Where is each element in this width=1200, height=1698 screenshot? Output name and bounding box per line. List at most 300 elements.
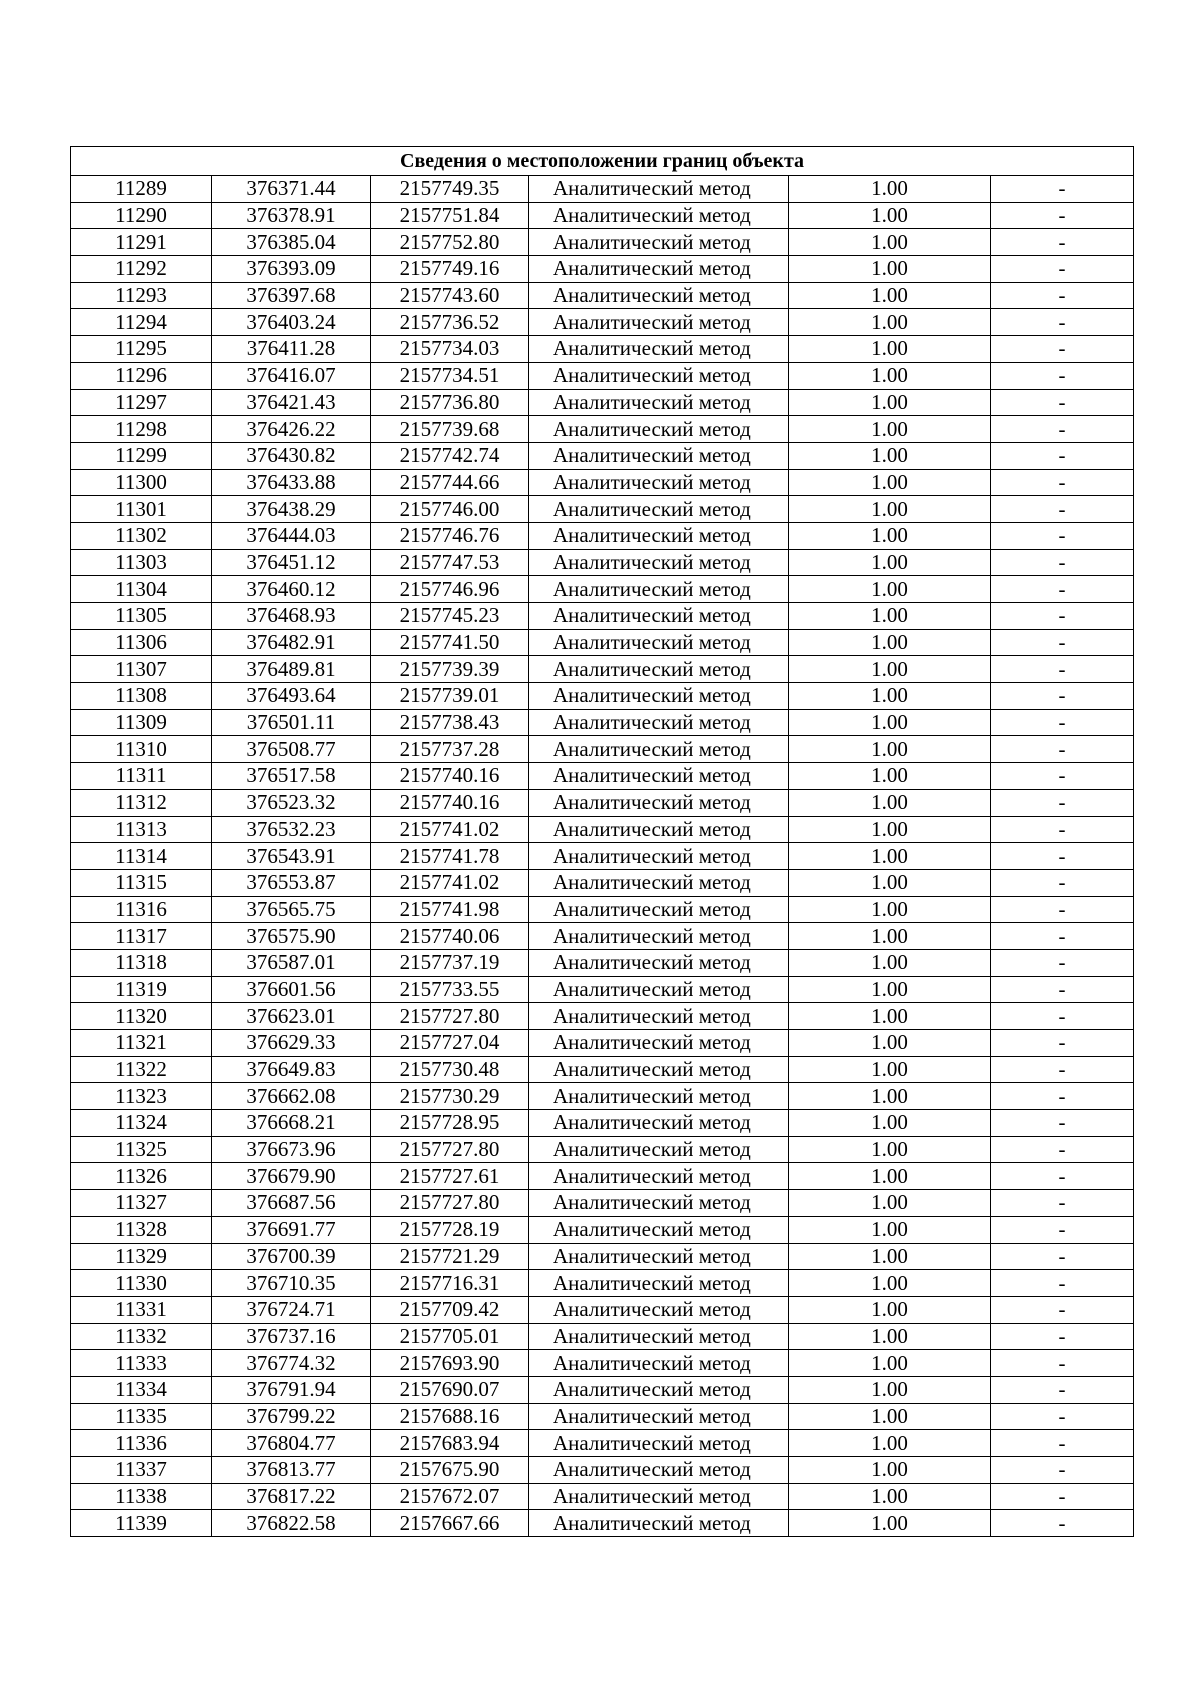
y-coordinate-cell: 2157741.78 — [371, 843, 529, 870]
table-row — [71, 202, 1134, 229]
y-coordinate-cell: 2157727.80 — [371, 1003, 529, 1030]
description-cell: - — [991, 736, 1134, 763]
method-cell: Аналитический метод — [529, 1296, 789, 1323]
table-row — [71, 949, 1134, 976]
y-coordinate-cell: 2157746.96 — [371, 576, 529, 603]
table-row — [71, 1163, 1134, 1190]
description-cell: - — [991, 336, 1134, 363]
description-cell: - — [991, 1190, 1134, 1217]
point-number-cell: 11308 — [71, 683, 212, 710]
y-coordinate-cell: 2157741.50 — [371, 629, 529, 656]
table-row — [71, 1430, 1134, 1457]
method-cell: Аналитический метод — [529, 469, 789, 496]
description-cell: - — [991, 629, 1134, 656]
table-row — [71, 603, 1134, 630]
accuracy-cell: 1.00 — [789, 576, 991, 603]
method-cell: Аналитический метод — [529, 1190, 789, 1217]
accuracy-cell: 1.00 — [789, 1430, 991, 1457]
table-row — [71, 629, 1134, 656]
description-cell: - — [991, 603, 1134, 630]
method-cell: Аналитический метод — [529, 1350, 789, 1377]
point-number-cell: 11322 — [71, 1056, 212, 1083]
accuracy-cell: 1.00 — [789, 949, 991, 976]
description-cell: - — [991, 229, 1134, 256]
accuracy-cell: 1.00 — [789, 683, 991, 710]
x-coordinate-cell: 376430.82 — [212, 442, 371, 469]
point-number-cell: 11289 — [71, 176, 212, 203]
method-cell: Аналитический метод — [529, 362, 789, 389]
x-coordinate-cell: 376710.35 — [212, 1270, 371, 1297]
accuracy-cell: 1.00 — [789, 309, 991, 336]
point-number-cell: 11333 — [71, 1350, 212, 1377]
accuracy-cell: 1.00 — [789, 736, 991, 763]
description-cell: - — [991, 949, 1134, 976]
x-coordinate-cell: 376378.91 — [212, 202, 371, 229]
table-row — [71, 282, 1134, 309]
method-cell: Аналитический метод — [529, 896, 789, 923]
x-coordinate-cell: 376403.24 — [212, 309, 371, 336]
point-number-cell: 11317 — [71, 923, 212, 950]
y-coordinate-cell: 2157746.00 — [371, 496, 529, 523]
table-row — [71, 763, 1134, 790]
table-row — [71, 416, 1134, 443]
description-cell: - — [991, 416, 1134, 443]
table-row — [71, 1296, 1134, 1323]
table-row — [71, 1030, 1134, 1057]
method-cell: Аналитический метод — [529, 282, 789, 309]
accuracy-cell: 1.00 — [789, 1243, 991, 1270]
description-cell: - — [991, 1136, 1134, 1163]
y-coordinate-cell: 2157741.98 — [371, 896, 529, 923]
x-coordinate-cell: 376601.56 — [212, 976, 371, 1003]
x-coordinate-cell: 376817.22 — [212, 1483, 371, 1510]
point-number-cell: 11330 — [71, 1270, 212, 1297]
accuracy-cell: 1.00 — [789, 1056, 991, 1083]
accuracy-cell: 1.00 — [789, 869, 991, 896]
x-coordinate-cell: 376623.01 — [212, 1003, 371, 1030]
y-coordinate-cell: 2157733.55 — [371, 976, 529, 1003]
table-row — [71, 1136, 1134, 1163]
point-number-cell: 11298 — [71, 416, 212, 443]
point-number-cell: 11314 — [71, 843, 212, 870]
accuracy-cell: 1.00 — [789, 1376, 991, 1403]
method-cell: Аналитический метод — [529, 1510, 789, 1537]
y-coordinate-cell: 2157667.66 — [371, 1510, 529, 1537]
point-number-cell: 11325 — [71, 1136, 212, 1163]
point-number-cell: 11290 — [71, 202, 212, 229]
method-cell: Аналитический метод — [529, 656, 789, 683]
accuracy-cell: 1.00 — [789, 202, 991, 229]
accuracy-cell: 1.00 — [789, 789, 991, 816]
y-coordinate-cell: 2157737.28 — [371, 736, 529, 763]
accuracy-cell: 1.00 — [789, 603, 991, 630]
point-number-cell: 11318 — [71, 949, 212, 976]
table-row — [71, 576, 1134, 603]
table-row — [71, 869, 1134, 896]
table-row — [71, 362, 1134, 389]
accuracy-cell: 1.00 — [789, 229, 991, 256]
y-coordinate-cell: 2157736.52 — [371, 309, 529, 336]
table-title: Сведения о местоположении границ объекта — [71, 147, 1134, 176]
description-cell: - — [991, 1003, 1134, 1030]
accuracy-cell: 1.00 — [789, 656, 991, 683]
x-coordinate-cell: 376508.77 — [212, 736, 371, 763]
x-coordinate-cell: 376691.77 — [212, 1216, 371, 1243]
table-row — [71, 389, 1134, 416]
method-cell: Аналитический метод — [529, 1430, 789, 1457]
y-coordinate-cell: 2157738.43 — [371, 709, 529, 736]
table-row — [71, 1216, 1134, 1243]
y-coordinate-cell: 2157740.06 — [371, 923, 529, 950]
description-cell: - — [991, 1323, 1134, 1350]
method-cell: Аналитический метод — [529, 389, 789, 416]
table-row — [71, 923, 1134, 950]
point-number-cell: 11297 — [71, 389, 212, 416]
y-coordinate-cell: 2157727.61 — [371, 1163, 529, 1190]
y-coordinate-cell: 2157747.53 — [371, 549, 529, 576]
method-cell: Аналитический метод — [529, 1216, 789, 1243]
description-cell: - — [991, 683, 1134, 710]
method-cell: Аналитический метод — [529, 1030, 789, 1057]
description-cell: - — [991, 869, 1134, 896]
method-cell: Аналитический метод — [529, 816, 789, 843]
y-coordinate-cell: 2157749.16 — [371, 256, 529, 283]
table-row — [71, 1110, 1134, 1137]
point-number-cell: 11328 — [71, 1216, 212, 1243]
description-cell: - — [991, 816, 1134, 843]
accuracy-cell: 1.00 — [789, 256, 991, 283]
table-row — [71, 1376, 1134, 1403]
x-coordinate-cell: 376482.91 — [212, 629, 371, 656]
method-cell: Аналитический метод — [529, 1243, 789, 1270]
table-title-row — [71, 147, 1134, 176]
point-number-cell: 11299 — [71, 442, 212, 469]
y-coordinate-cell: 2157727.04 — [371, 1030, 529, 1057]
point-number-cell: 11293 — [71, 282, 212, 309]
point-number-cell: 11300 — [71, 469, 212, 496]
description-cell: - — [991, 309, 1134, 336]
point-number-cell: 11315 — [71, 869, 212, 896]
x-coordinate-cell: 376813.77 — [212, 1457, 371, 1484]
point-number-cell: 11303 — [71, 549, 212, 576]
y-coordinate-cell: 2157734.51 — [371, 362, 529, 389]
x-coordinate-cell: 376575.90 — [212, 923, 371, 950]
y-coordinate-cell: 2157721.29 — [371, 1243, 529, 1270]
table-row — [71, 1270, 1134, 1297]
method-cell: Аналитический метод — [529, 629, 789, 656]
table-row — [71, 522, 1134, 549]
accuracy-cell: 1.00 — [789, 1323, 991, 1350]
table-row — [71, 549, 1134, 576]
description-cell: - — [991, 976, 1134, 1003]
point-number-cell: 11292 — [71, 256, 212, 283]
accuracy-cell: 1.00 — [789, 1457, 991, 1484]
accuracy-cell: 1.00 — [789, 1296, 991, 1323]
x-coordinate-cell: 376468.93 — [212, 603, 371, 630]
description-cell: - — [991, 709, 1134, 736]
x-coordinate-cell: 376444.03 — [212, 522, 371, 549]
accuracy-cell: 1.00 — [789, 549, 991, 576]
y-coordinate-cell: 2157730.29 — [371, 1083, 529, 1110]
y-coordinate-cell: 2157751.84 — [371, 202, 529, 229]
point-number-cell: 11336 — [71, 1430, 212, 1457]
table-row — [71, 1483, 1134, 1510]
point-number-cell: 11305 — [71, 603, 212, 630]
description-cell: - — [991, 1350, 1134, 1377]
table-row — [71, 309, 1134, 336]
x-coordinate-cell: 376774.32 — [212, 1350, 371, 1377]
y-coordinate-cell: 2157739.01 — [371, 683, 529, 710]
x-coordinate-cell: 376501.11 — [212, 709, 371, 736]
table-row — [71, 709, 1134, 736]
y-coordinate-cell: 2157693.90 — [371, 1350, 529, 1377]
point-number-cell: 11291 — [71, 229, 212, 256]
y-coordinate-cell: 2157716.31 — [371, 1270, 529, 1297]
description-cell: - — [991, 1270, 1134, 1297]
description-cell: - — [991, 282, 1134, 309]
x-coordinate-cell: 376737.16 — [212, 1323, 371, 1350]
point-number-cell: 11304 — [71, 576, 212, 603]
point-number-cell: 11332 — [71, 1323, 212, 1350]
accuracy-cell: 1.00 — [789, 336, 991, 363]
table-row — [71, 736, 1134, 763]
y-coordinate-cell: 2157672.07 — [371, 1483, 529, 1510]
y-coordinate-cell: 2157745.23 — [371, 603, 529, 630]
point-number-cell: 11329 — [71, 1243, 212, 1270]
table-row — [71, 469, 1134, 496]
x-coordinate-cell: 376426.22 — [212, 416, 371, 443]
description-cell: - — [991, 1457, 1134, 1484]
table-row — [71, 1350, 1134, 1377]
point-number-cell: 11295 — [71, 336, 212, 363]
table-row — [71, 176, 1134, 203]
point-number-cell: 11316 — [71, 896, 212, 923]
description-cell: - — [991, 923, 1134, 950]
table-row — [71, 683, 1134, 710]
y-coordinate-cell: 2157727.80 — [371, 1136, 529, 1163]
x-coordinate-cell: 376804.77 — [212, 1430, 371, 1457]
method-cell: Аналитический метод — [529, 683, 789, 710]
table-row — [71, 1403, 1134, 1430]
method-cell: Аналитический метод — [529, 176, 789, 203]
table-body — [71, 147, 1134, 1537]
point-number-cell: 11307 — [71, 656, 212, 683]
description-cell: - — [991, 1430, 1134, 1457]
y-coordinate-cell: 2157740.16 — [371, 789, 529, 816]
description-cell: - — [991, 362, 1134, 389]
x-coordinate-cell: 376679.90 — [212, 1163, 371, 1190]
y-coordinate-cell: 2157688.16 — [371, 1403, 529, 1430]
y-coordinate-cell: 2157736.80 — [371, 389, 529, 416]
x-coordinate-cell: 376438.29 — [212, 496, 371, 523]
table-row — [71, 843, 1134, 870]
description-cell: - — [991, 843, 1134, 870]
accuracy-cell: 1.00 — [789, 923, 991, 950]
x-coordinate-cell: 376543.91 — [212, 843, 371, 870]
x-coordinate-cell: 376489.81 — [212, 656, 371, 683]
x-coordinate-cell: 376421.43 — [212, 389, 371, 416]
method-cell: Аналитический метод — [529, 309, 789, 336]
point-number-cell: 11334 — [71, 1376, 212, 1403]
table-row — [71, 816, 1134, 843]
x-coordinate-cell: 376649.83 — [212, 1056, 371, 1083]
x-coordinate-cell: 376385.04 — [212, 229, 371, 256]
description-cell: - — [991, 389, 1134, 416]
y-coordinate-cell: 2157744.66 — [371, 469, 529, 496]
x-coordinate-cell: 376517.58 — [212, 763, 371, 790]
point-number-cell: 11323 — [71, 1083, 212, 1110]
y-coordinate-cell: 2157683.94 — [371, 1430, 529, 1457]
x-coordinate-cell: 376724.71 — [212, 1296, 371, 1323]
accuracy-cell: 1.00 — [789, 1083, 991, 1110]
x-coordinate-cell: 376629.33 — [212, 1030, 371, 1057]
y-coordinate-cell: 2157739.68 — [371, 416, 529, 443]
accuracy-cell: 1.00 — [789, 629, 991, 656]
description-cell: - — [991, 763, 1134, 790]
method-cell: Аналитический метод — [529, 256, 789, 283]
point-number-cell: 11312 — [71, 789, 212, 816]
method-cell: Аналитический метод — [529, 416, 789, 443]
x-coordinate-cell: 376700.39 — [212, 1243, 371, 1270]
x-coordinate-cell: 376397.68 — [212, 282, 371, 309]
table-row — [71, 976, 1134, 1003]
method-cell: Аналитический метод — [529, 1083, 789, 1110]
point-number-cell: 11339 — [71, 1510, 212, 1537]
description-cell: - — [991, 1163, 1134, 1190]
description-cell: - — [991, 549, 1134, 576]
y-coordinate-cell: 2157749.35 — [371, 176, 529, 203]
method-cell: Аналитический метод — [529, 496, 789, 523]
description-cell: - — [991, 576, 1134, 603]
y-coordinate-cell: 2157734.03 — [371, 336, 529, 363]
point-number-cell: 11313 — [71, 816, 212, 843]
accuracy-cell: 1.00 — [789, 1163, 991, 1190]
method-cell: Аналитический метод — [529, 949, 789, 976]
x-coordinate-cell: 376523.32 — [212, 789, 371, 816]
method-cell: Аналитический метод — [529, 336, 789, 363]
table-row — [71, 496, 1134, 523]
method-cell: Аналитический метод — [529, 576, 789, 603]
table-row — [71, 896, 1134, 923]
x-coordinate-cell: 376451.12 — [212, 549, 371, 576]
x-coordinate-cell: 376532.23 — [212, 816, 371, 843]
description-cell: - — [991, 1483, 1134, 1510]
method-cell: Аналитический метод — [529, 229, 789, 256]
x-coordinate-cell: 376493.64 — [212, 683, 371, 710]
method-cell: Аналитический метод — [529, 1110, 789, 1137]
accuracy-cell: 1.00 — [789, 1483, 991, 1510]
description-cell: - — [991, 1056, 1134, 1083]
table-row — [71, 1510, 1134, 1537]
accuracy-cell: 1.00 — [789, 496, 991, 523]
x-coordinate-cell: 376673.96 — [212, 1136, 371, 1163]
table-row — [71, 336, 1134, 363]
description-cell: - — [991, 442, 1134, 469]
x-coordinate-cell: 376371.44 — [212, 176, 371, 203]
point-number-cell: 11296 — [71, 362, 212, 389]
description-cell: - — [991, 1030, 1134, 1057]
description-cell: - — [991, 256, 1134, 283]
table-row — [71, 789, 1134, 816]
point-number-cell: 11302 — [71, 522, 212, 549]
accuracy-cell: 1.00 — [789, 763, 991, 790]
boundary-coordinates-table — [70, 146, 1134, 1537]
y-coordinate-cell: 2157739.39 — [371, 656, 529, 683]
accuracy-cell: 1.00 — [789, 176, 991, 203]
accuracy-cell: 1.00 — [789, 1216, 991, 1243]
accuracy-cell: 1.00 — [789, 1403, 991, 1430]
accuracy-cell: 1.00 — [789, 1510, 991, 1537]
description-cell: - — [991, 1376, 1134, 1403]
table-row — [71, 1083, 1134, 1110]
x-coordinate-cell: 376799.22 — [212, 1403, 371, 1430]
method-cell: Аналитический метод — [529, 1270, 789, 1297]
point-number-cell: 11309 — [71, 709, 212, 736]
method-cell: Аналитический метод — [529, 843, 789, 870]
y-coordinate-cell: 2157728.95 — [371, 1110, 529, 1137]
method-cell: Аналитический метод — [529, 789, 789, 816]
method-cell: Аналитический метод — [529, 1483, 789, 1510]
table-row — [71, 1190, 1134, 1217]
y-coordinate-cell: 2157690.07 — [371, 1376, 529, 1403]
method-cell: Аналитический метод — [529, 709, 789, 736]
y-coordinate-cell: 2157741.02 — [371, 816, 529, 843]
accuracy-cell: 1.00 — [789, 442, 991, 469]
method-cell: Аналитический метод — [529, 976, 789, 1003]
method-cell: Аналитический метод — [529, 1056, 789, 1083]
point-number-cell: 11319 — [71, 976, 212, 1003]
accuracy-cell: 1.00 — [789, 709, 991, 736]
table-row — [71, 442, 1134, 469]
point-number-cell: 11311 — [71, 763, 212, 790]
method-cell: Аналитический метод — [529, 923, 789, 950]
table-row — [71, 1056, 1134, 1083]
point-number-cell: 11327 — [71, 1190, 212, 1217]
table-row — [71, 1323, 1134, 1350]
point-number-cell: 11331 — [71, 1296, 212, 1323]
x-coordinate-cell: 376393.09 — [212, 256, 371, 283]
point-number-cell: 11338 — [71, 1483, 212, 1510]
table-row — [71, 256, 1134, 283]
description-cell: - — [991, 469, 1134, 496]
table-row — [71, 1457, 1134, 1484]
accuracy-cell: 1.00 — [789, 1270, 991, 1297]
table-row — [71, 656, 1134, 683]
description-cell: - — [991, 202, 1134, 229]
accuracy-cell: 1.00 — [789, 976, 991, 1003]
point-number-cell: 11335 — [71, 1403, 212, 1430]
point-number-cell: 11337 — [71, 1457, 212, 1484]
x-coordinate-cell: 376565.75 — [212, 896, 371, 923]
y-coordinate-cell: 2157741.02 — [371, 869, 529, 896]
description-cell: - — [991, 176, 1134, 203]
description-cell: - — [991, 1243, 1134, 1270]
description-cell: - — [991, 789, 1134, 816]
description-cell: - — [991, 1083, 1134, 1110]
table-row — [71, 229, 1134, 256]
y-coordinate-cell: 2157743.60 — [371, 282, 529, 309]
x-coordinate-cell: 376433.88 — [212, 469, 371, 496]
point-number-cell: 11320 — [71, 1003, 212, 1030]
y-coordinate-cell: 2157737.19 — [371, 949, 529, 976]
accuracy-cell: 1.00 — [789, 389, 991, 416]
method-cell: Аналитический метод — [529, 1457, 789, 1484]
description-cell: - — [991, 1216, 1134, 1243]
y-coordinate-cell: 2157727.80 — [371, 1190, 529, 1217]
description-cell: - — [991, 1403, 1134, 1430]
accuracy-cell: 1.00 — [789, 1190, 991, 1217]
description-cell: - — [991, 1296, 1134, 1323]
